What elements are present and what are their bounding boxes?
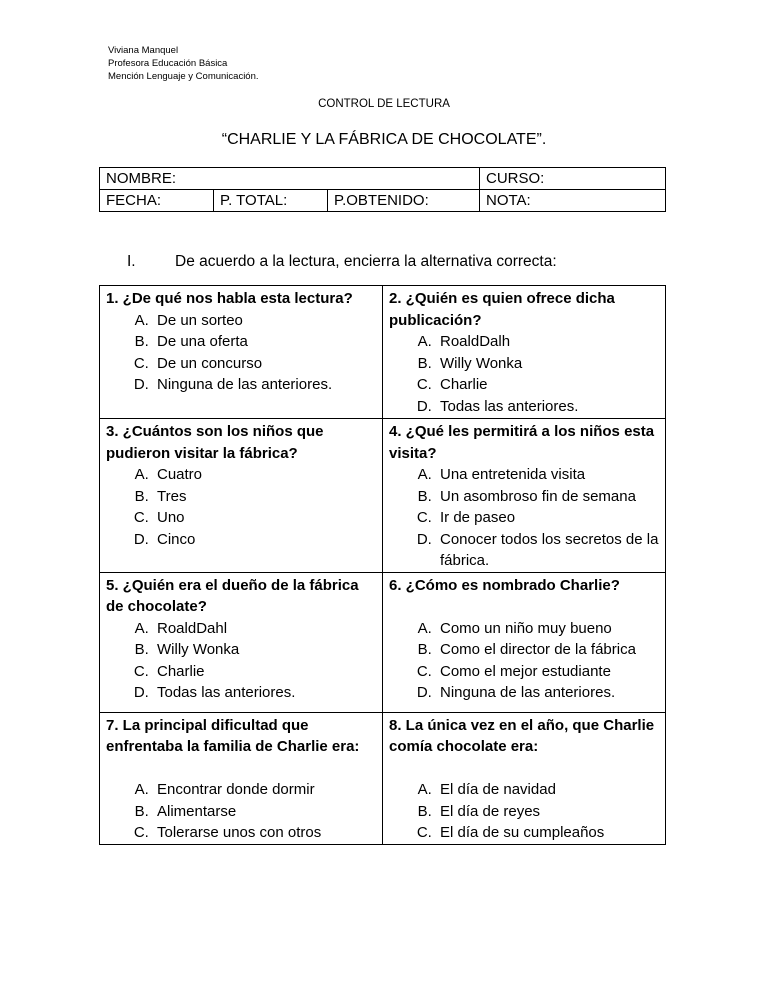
option-c[interactable]: C. De un concurso [153, 353, 377, 375]
option-b[interactable]: B. Willy Wonka [436, 353, 660, 375]
option-c[interactable]: C. Charlie [436, 374, 660, 396]
option-a[interactable]: A. RoaldDalh [436, 331, 660, 353]
options-list [389, 331, 660, 417]
option-d[interactable]: D. Ninguna de las anteriores. [436, 682, 660, 704]
options-list [389, 779, 660, 844]
options-list [106, 464, 377, 550]
option-a[interactable]: A. RoaldDahl [153, 618, 377, 640]
options-list [106, 310, 377, 396]
questions-table [99, 285, 666, 845]
question-cell [383, 572, 666, 712]
spacer [389, 758, 660, 780]
option-c[interactable]: C. Charlie [153, 661, 377, 683]
option-c[interactable]: C. Como el mejor estudiante [436, 661, 660, 683]
nombre-field[interactable]: NOMBRE: [100, 168, 480, 190]
question-cell [100, 712, 383, 844]
question-text: 6. ¿Cómo es nombrado Charlie? [389, 576, 620, 594]
question-text: 3. ¿Cuántos son los niños que pudieron visitar la fábrica? [106, 423, 324, 462]
question-cell [100, 572, 383, 712]
section-instruction: De acuerdo a la lectura, encierra la alternativa correcta: [175, 253, 557, 270]
options-list [106, 618, 377, 704]
question-text: 8. La única vez en el año, que Charlie comía chocolate era: [389, 716, 655, 755]
option-a[interactable]: A. De un sorteo [153, 310, 377, 332]
option-b[interactable]: B. Tres [153, 486, 377, 508]
option-c[interactable]: C. Ir de paseo [436, 507, 660, 529]
option-a[interactable]: A. Cuatro [153, 464, 377, 486]
options-list [389, 464, 660, 572]
question-cell [100, 419, 383, 573]
option-a[interactable]: A. El día de navidad [436, 779, 660, 801]
question-cell [100, 286, 383, 419]
option-c[interactable]: C. El día de su cumpleaños [436, 822, 660, 844]
option-c[interactable]: C. Uno [153, 507, 377, 529]
document-header [108, 44, 259, 83]
document-title: “CHARLIE Y LA FÁBRICA DE CHOCOLATE”. [221, 131, 547, 148]
pobtenido-field[interactable]: P.OBTENIDO: [328, 190, 480, 212]
options-list [106, 779, 377, 844]
question-cell [383, 286, 666, 419]
option-c[interactable]: C. Tolerarse unos con otros [153, 822, 377, 844]
option-d[interactable]: D. Ninguna de las anteriores. [153, 374, 377, 396]
option-d[interactable]: D. Cinco [153, 529, 377, 551]
option-d[interactable]: D. Todas las anteriores. [436, 396, 660, 418]
option-b[interactable]: B. Willy Wonka [153, 639, 377, 661]
question-text: 1. ¿De qué nos habla esta lectura? [106, 290, 353, 307]
student-info-table [99, 167, 666, 212]
option-a[interactable]: A. Como un niño muy bueno [436, 618, 660, 640]
question-text: 5. ¿Quién era el dueño de la fábrica de chocolate? [106, 576, 359, 615]
fecha-field[interactable]: FECHA: [100, 190, 214, 212]
option-b[interactable]: B. El día de reyes [436, 801, 660, 823]
option-b[interactable]: B. Alimentarse [153, 801, 377, 823]
option-d[interactable]: D. Conocer todos los secretos de la fábrica. [436, 529, 660, 572]
option-b[interactable]: B. Un asombroso fin de semana [436, 486, 660, 508]
section-number: I. [127, 253, 136, 270]
curso-field[interactable]: CURSO: [480, 168, 666, 190]
options-list [389, 618, 660, 704]
author-role: Profesora Educación Básica [108, 58, 228, 69]
question-text: 4. ¿Qué les permitirá a los niños esta visita? [389, 423, 655, 462]
option-a[interactable]: A. Una entretenida visita [436, 464, 660, 486]
document-subtitle: CONTROL DE LECTURA [318, 98, 450, 110]
option-b[interactable]: B. De una oferta [153, 331, 377, 353]
option-d[interactable]: D. Todas las anteriores. [153, 682, 377, 704]
option-b[interactable]: B. Como el director de la fábrica [436, 639, 660, 661]
author-name: Viviana Manquel [108, 45, 179, 56]
question-text: 7. La principal dificultad que enfrentaba la familia de Charlie era: [106, 716, 360, 755]
spacer [389, 596, 660, 618]
ptotal-field[interactable]: P. TOTAL: [214, 190, 328, 212]
question-cell [383, 712, 666, 844]
option-a[interactable]: A. Encontrar donde dormir [153, 779, 377, 801]
spacer [106, 758, 377, 780]
section-heading [127, 253, 557, 271]
author-mention: Mención Lenguaje y Comunicación. [108, 71, 259, 82]
nota-field[interactable]: NOTA: [480, 190, 666, 212]
question-cell [383, 419, 666, 573]
question-text: 2. ¿Quién es quien ofrece dicha publicación? [389, 290, 615, 329]
